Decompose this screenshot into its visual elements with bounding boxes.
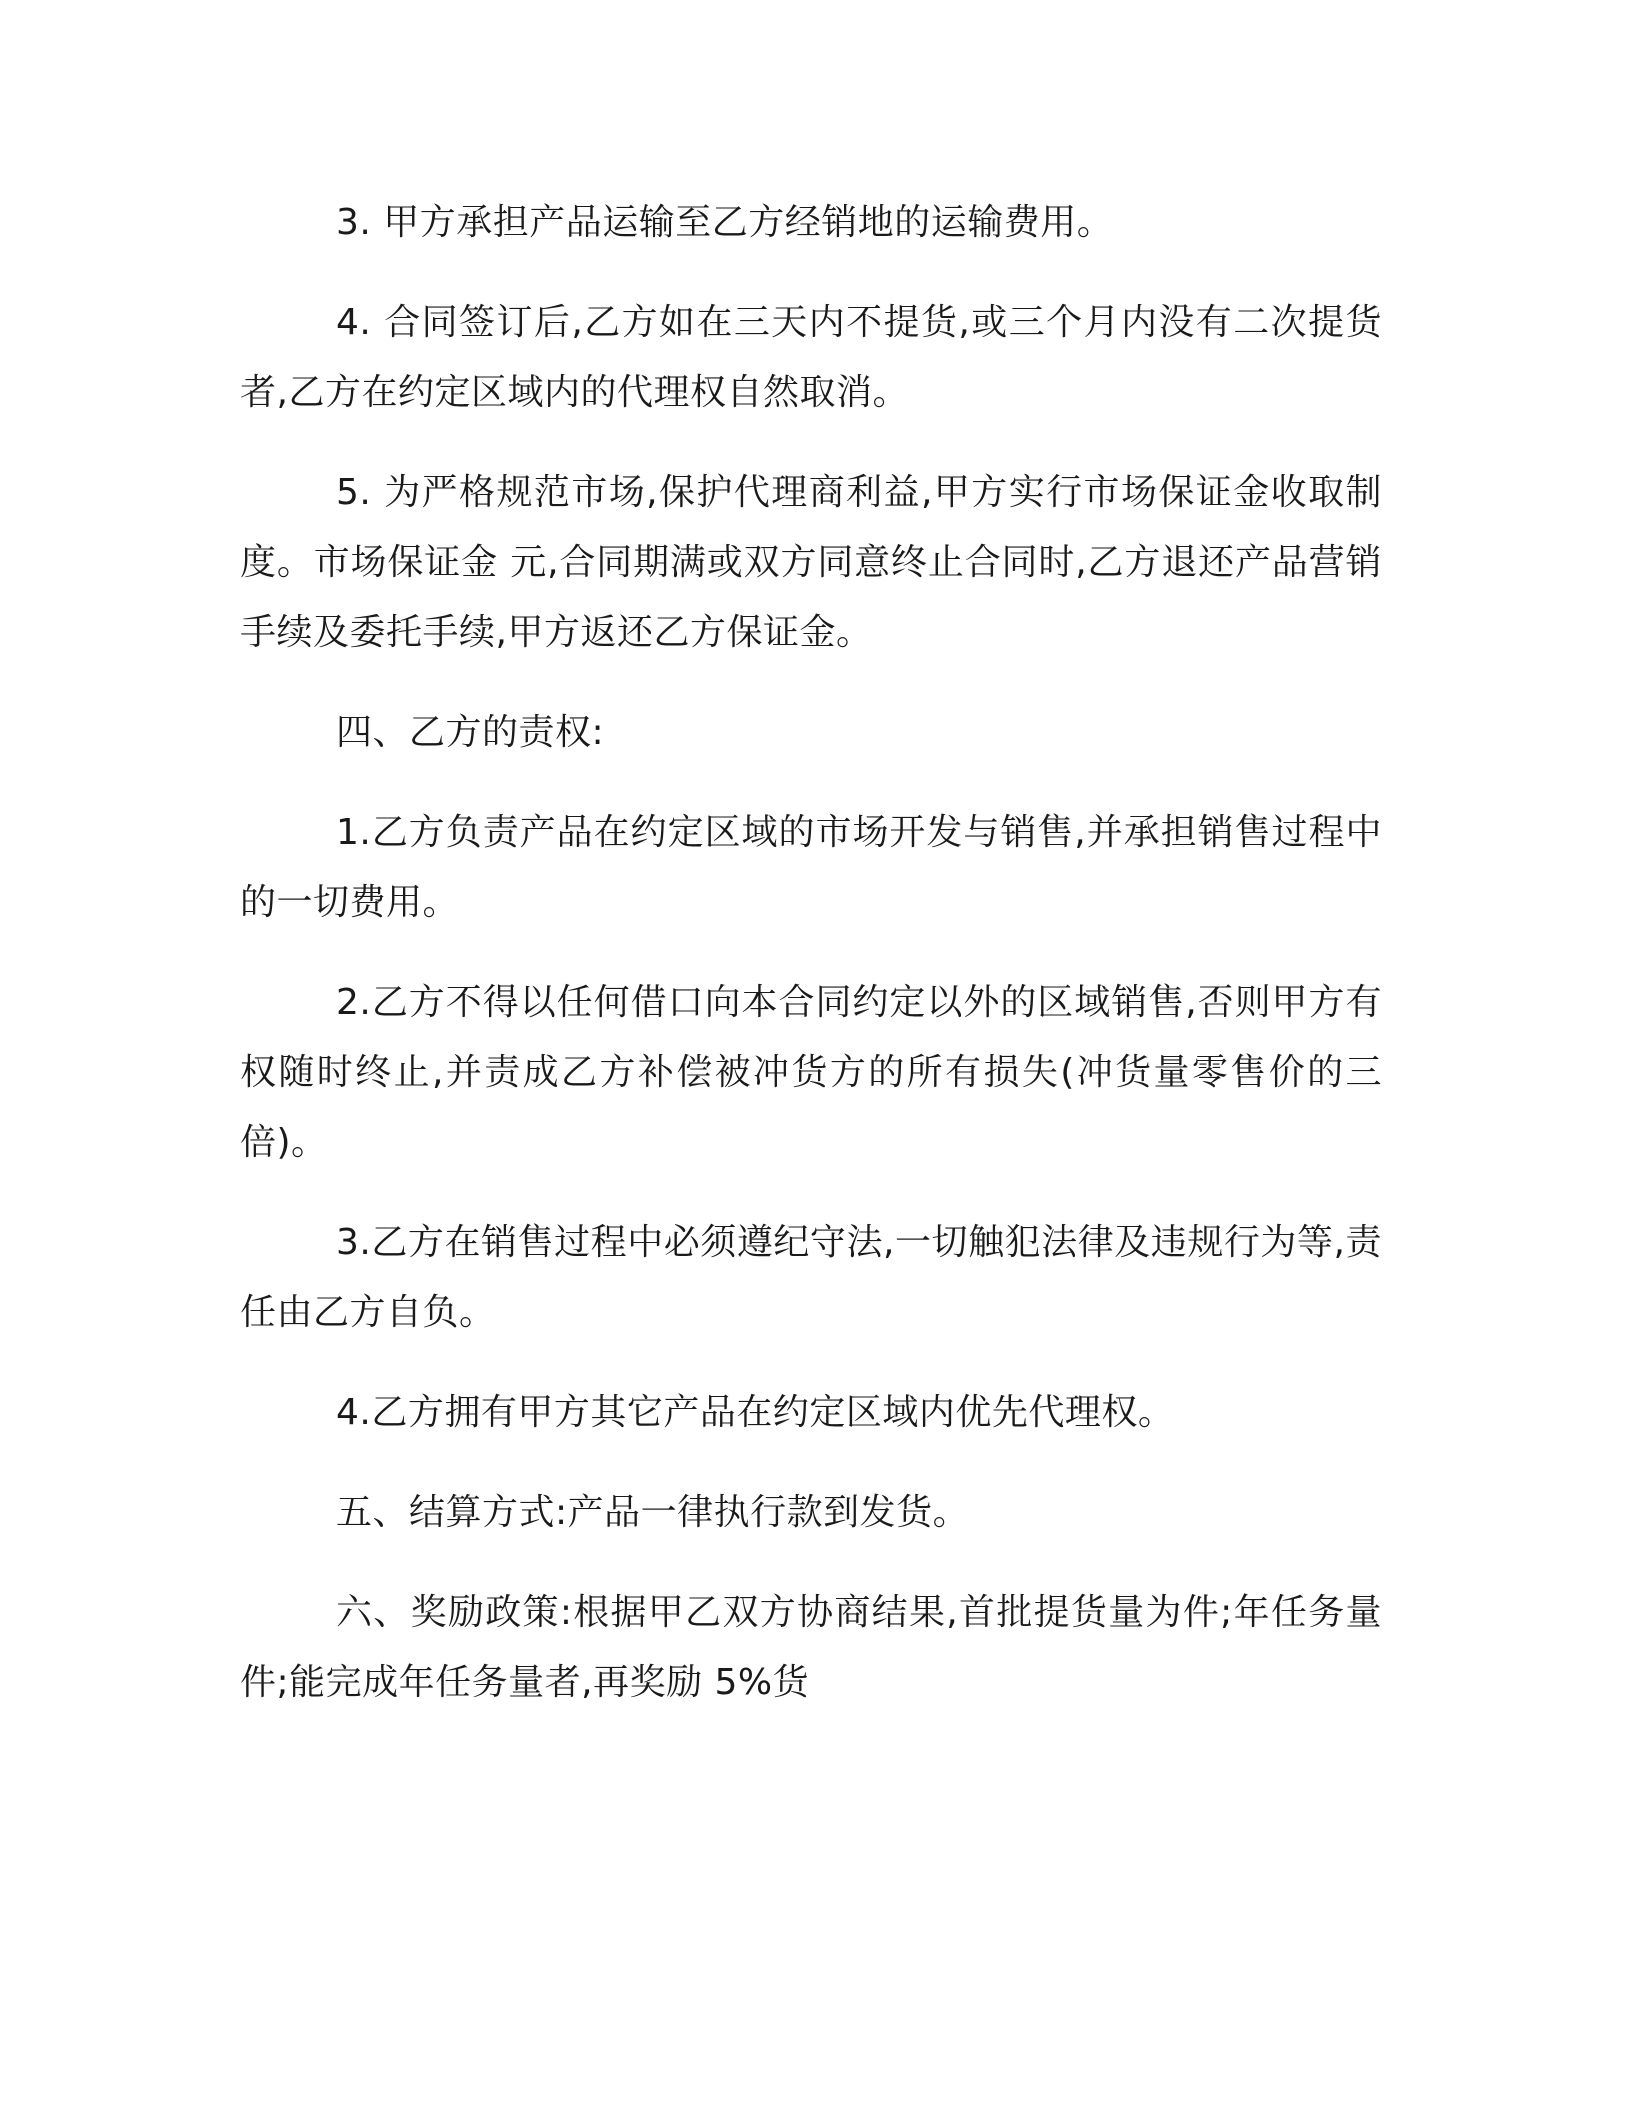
party-b-clause-3: 3.乙方在销售过程中必须遵纪守法,一切触犯法律及违规行为等,责任由乙方自负。 (240, 1222, 1382, 1333)
clause-5-market-deposit: 5. 为严格规范市场,保护代理商利益,甲方实行市场保证金收取制度。市场保证金 元,合同期满或双方同意终止合同时,乙方退还产品营销手续及委托手续,甲方返还乙方保证金。 (240, 472, 1382, 653)
section-heading-party-b-rights: 四、乙方的责权: (336, 712, 605, 753)
clause-3-transport-cost: 3. 甲方承担产品运输至乙方经销地的运输费用。 (336, 202, 1114, 243)
party-b-clause-2: 2.乙方不得以任何借口向本合同约定以外的区域销售,否则甲方有权随时终止,并责成乙方补偿被冲货方的所有损失(冲货量零售价的三倍)。 (240, 982, 1382, 1163)
party-b-clause-4: 4.乙方拥有甲方其它产品在约定区域内优先代理权。 (336, 1392, 1175, 1433)
party-b-clause-1: 1.乙方负责产品在约定区域的市场开发与销售,并承担销售过程中的一切费用。 (240, 812, 1382, 923)
section-incentive-policy: 六、奖励政策:根据甲乙双方协商结果,首批提货量为件;年任务量件;能完成年任务量者,再奖励 5%货 (240, 1592, 1382, 1703)
clause-4-pickup-deadline: 4. 合同签订后,乙方如在三天内不提货,或三个月内没有二次提货者,乙方在约定区域内的代理权自然取消。 (240, 302, 1382, 413)
section-settlement-method: 五、结算方式:产品一律执行款到发货。 (336, 1492, 970, 1533)
